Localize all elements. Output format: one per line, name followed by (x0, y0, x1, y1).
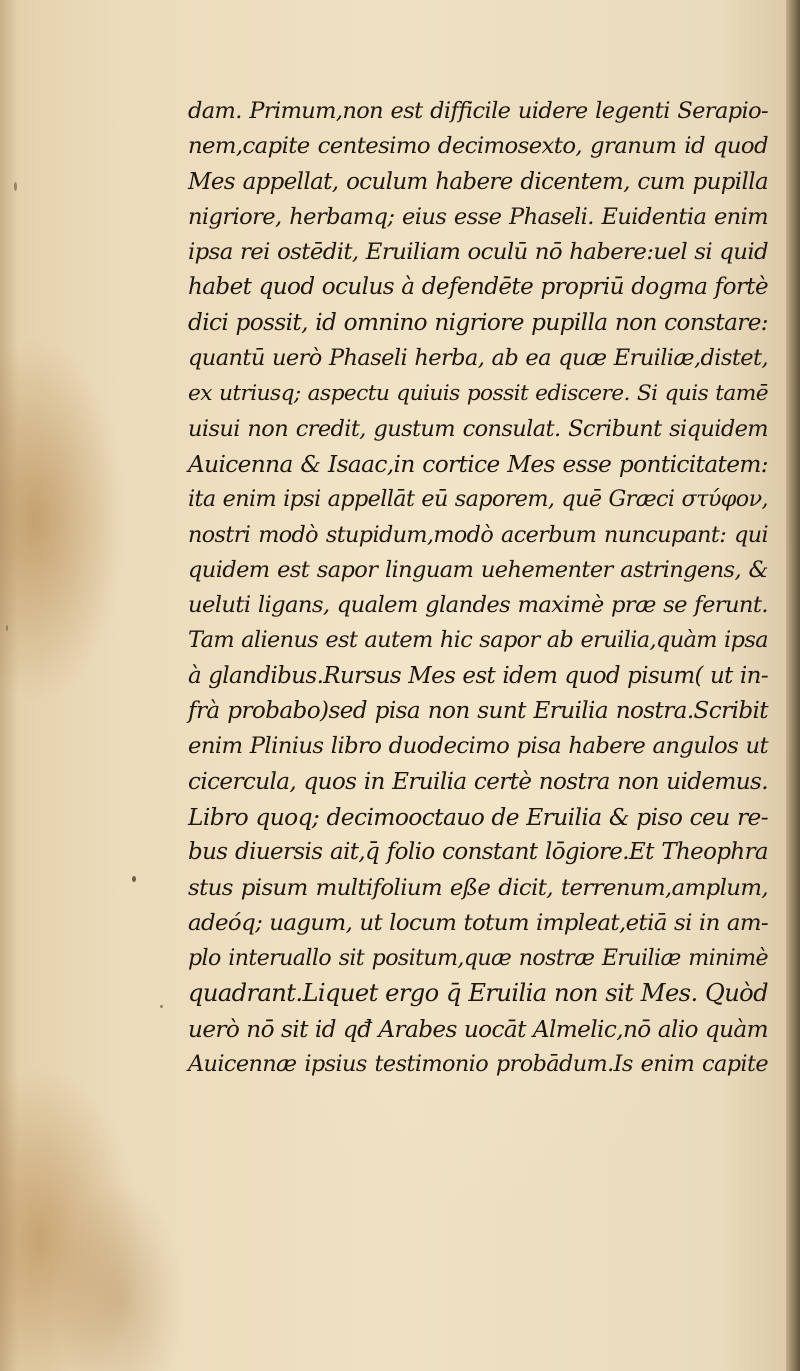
text-line: uisui non credit, gustum consulat. Scribunt siquidem (188, 415, 768, 442)
page-text (188, 94, 768, 1082)
text-line: stus pisum multifolium eße dicit, terrenum,amplum, (188, 874, 768, 901)
text-line: à glandibus.Rursus Mes est idem quod pisum( ut in- (188, 662, 768, 689)
text-line: nem,capite centesimo decimosexto, granum id quod (188, 133, 768, 160)
ink-speck (6, 625, 8, 631)
text-line: Auicennæ ipsius testimonio probādum.Is enim capite (188, 1051, 768, 1078)
text-line: ex utriusq; aspectu quiuis possit ediscere. Si quis tamē (188, 381, 768, 407)
page-edge (786, 0, 800, 1371)
text-line: dam. Primum,non est difficile uidere legenti Serapio- (188, 98, 768, 124)
text-line: nigriore, herbamq; eius esse Phaseli. Euidentia enim (188, 203, 768, 230)
text-line: ueluti ligans, qualem glandes maximè præ se ferunt. (188, 592, 768, 619)
text-line: dici possit, id omnino nigriore pupilla non constare: (188, 309, 768, 336)
text-line: ita enim ipsi appellāt eū saporem, quē Græci στύφον, (188, 486, 768, 513)
text-line: quantū uerò Phaseli herba, ab ea quæ Eruiliæ,distet, (188, 345, 768, 372)
ink-speck (160, 1005, 163, 1008)
text-line: ipsa rei ostēdit, Eruiliam oculū nō habere:uel si quid (188, 239, 768, 266)
text-line: enim Plinius libro duodecimo pisa habere angulos ut (188, 733, 768, 760)
text-line: bus diuersis ait,q̄ folio constant lōgiore.Et Theophra (188, 839, 768, 866)
ink-speck (132, 876, 136, 882)
text-line: frà probabo)sed pisa non sunt Eruilia nostra.Scribit (188, 698, 768, 725)
text-line: uerò nō sit id qđ Arabes uocāt Almelic,nō alio quàm (188, 1015, 768, 1043)
text-line: Tam alienus est autem hic sapor ab eruilia,quàm ipsa (188, 627, 768, 654)
ink-speck (14, 182, 17, 191)
text-line: nostri modò stupidum,modò acerbum nuncupant: qui (188, 521, 768, 548)
text-line: Libro quoq; decimooctauo de Eruilia & piso ceu re- (188, 802, 768, 831)
text-line: plo interuallo sit positum,quæ nostræ Eruiliæ minimè (188, 945, 768, 972)
page-gutter-shadow (0, 0, 18, 1371)
text-line: quadrant.Liquet ergo q̄ Eruilia non sit Mes. Quòd (188, 979, 768, 1008)
text-line: quidem est sapor linguam uehementer astringens, & (188, 556, 768, 583)
text-line: adeóq; uagum, ut locum totum impleat,etiā si in am- (188, 909, 768, 936)
text-line: Mes appellat, oculum habere dicentem, cum pupilla (188, 168, 768, 195)
text-line: habet quod oculus à defendēte propriū dogma fortè (188, 274, 768, 301)
text-line: cicercula, quos in Eruilia certè nostra non uidemus. (188, 768, 768, 795)
text-line: Auicenna & Isaac,in cortice Mes esse ponticitatem: (188, 450, 768, 478)
